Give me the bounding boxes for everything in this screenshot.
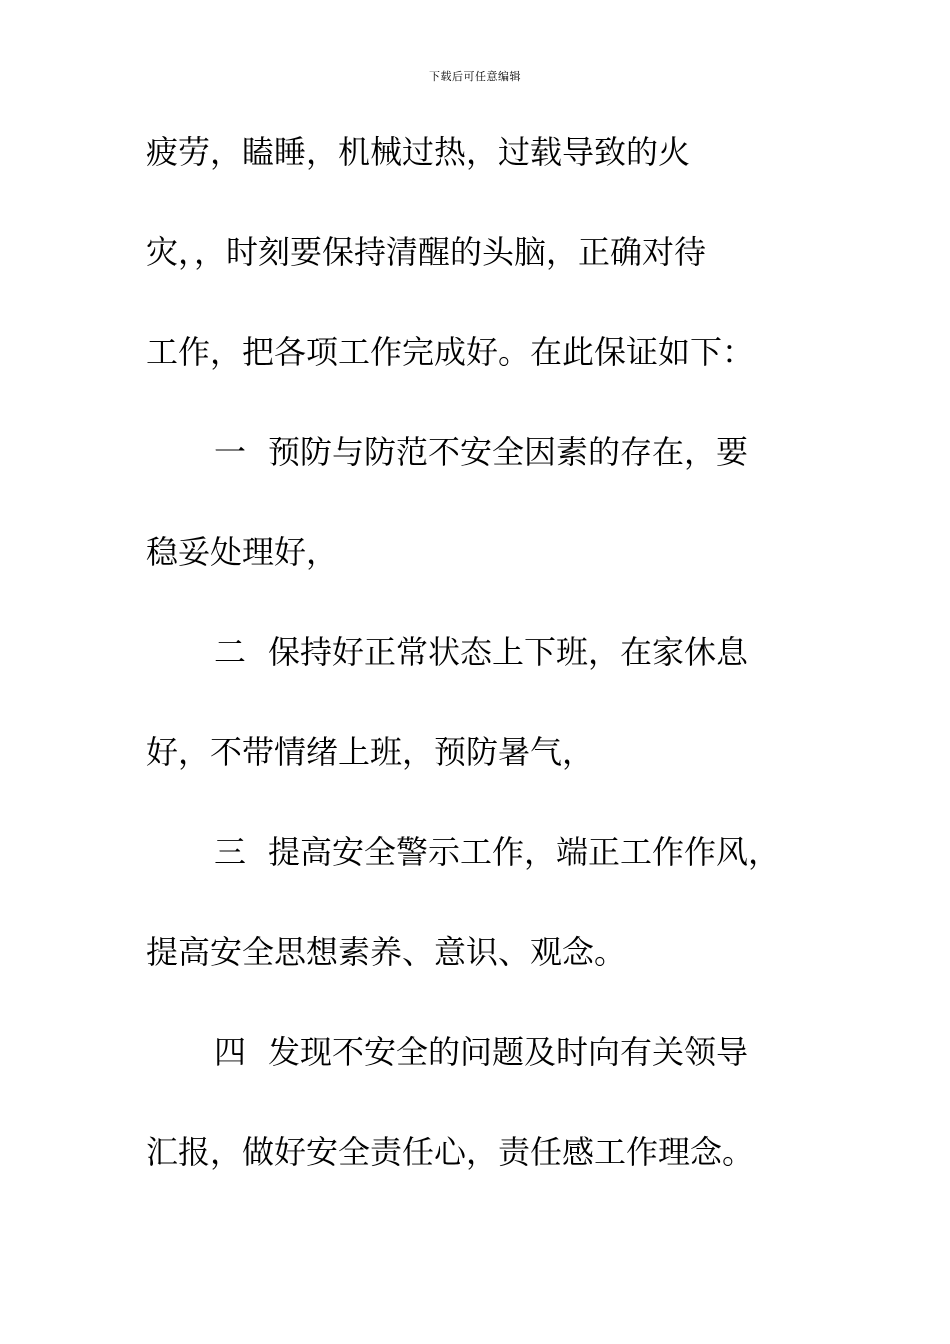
list-item-2	[214, 632, 748, 672]
body-line: 好，不带情绪上班，预防暑气，	[146, 733, 595, 771]
body-line: 工作，把各项工作完成好。在此保证如下：	[146, 333, 755, 371]
list-marker: 一	[214, 433, 247, 471]
header-note: 下载后可任意编辑	[429, 70, 521, 83]
list-item-text: 预防与防范不安全因素的存在，要	[268, 433, 749, 471]
body-line: 稳妥处理好，	[146, 533, 339, 571]
body-line: 疲劳，瞌睡，机械过热，过载导致的火	[146, 133, 691, 171]
list-item-text: 发现不安全的问题及时向有关领导	[268, 1033, 749, 1071]
list-marker: 二	[214, 633, 247, 671]
body-line: 灾，，时刻要保持清醒的头脑，正确对待	[146, 233, 707, 271]
list-item-text: 保持好正常状态上下班，在家休息	[268, 633, 749, 671]
body-line: 汇报，做好安全责任心，责任感工作理念。	[146, 1133, 755, 1171]
list-marker: 三	[214, 833, 247, 871]
list-marker: 四	[214, 1033, 247, 1071]
list-item-1	[214, 432, 748, 472]
body-line: 提高安全思想素养、意识、观念。	[146, 933, 627, 971]
list-item-4	[214, 1032, 748, 1072]
list-item-text: 提高安全警示工作，端正工作作风，	[268, 833, 781, 871]
list-item-3	[214, 832, 780, 872]
